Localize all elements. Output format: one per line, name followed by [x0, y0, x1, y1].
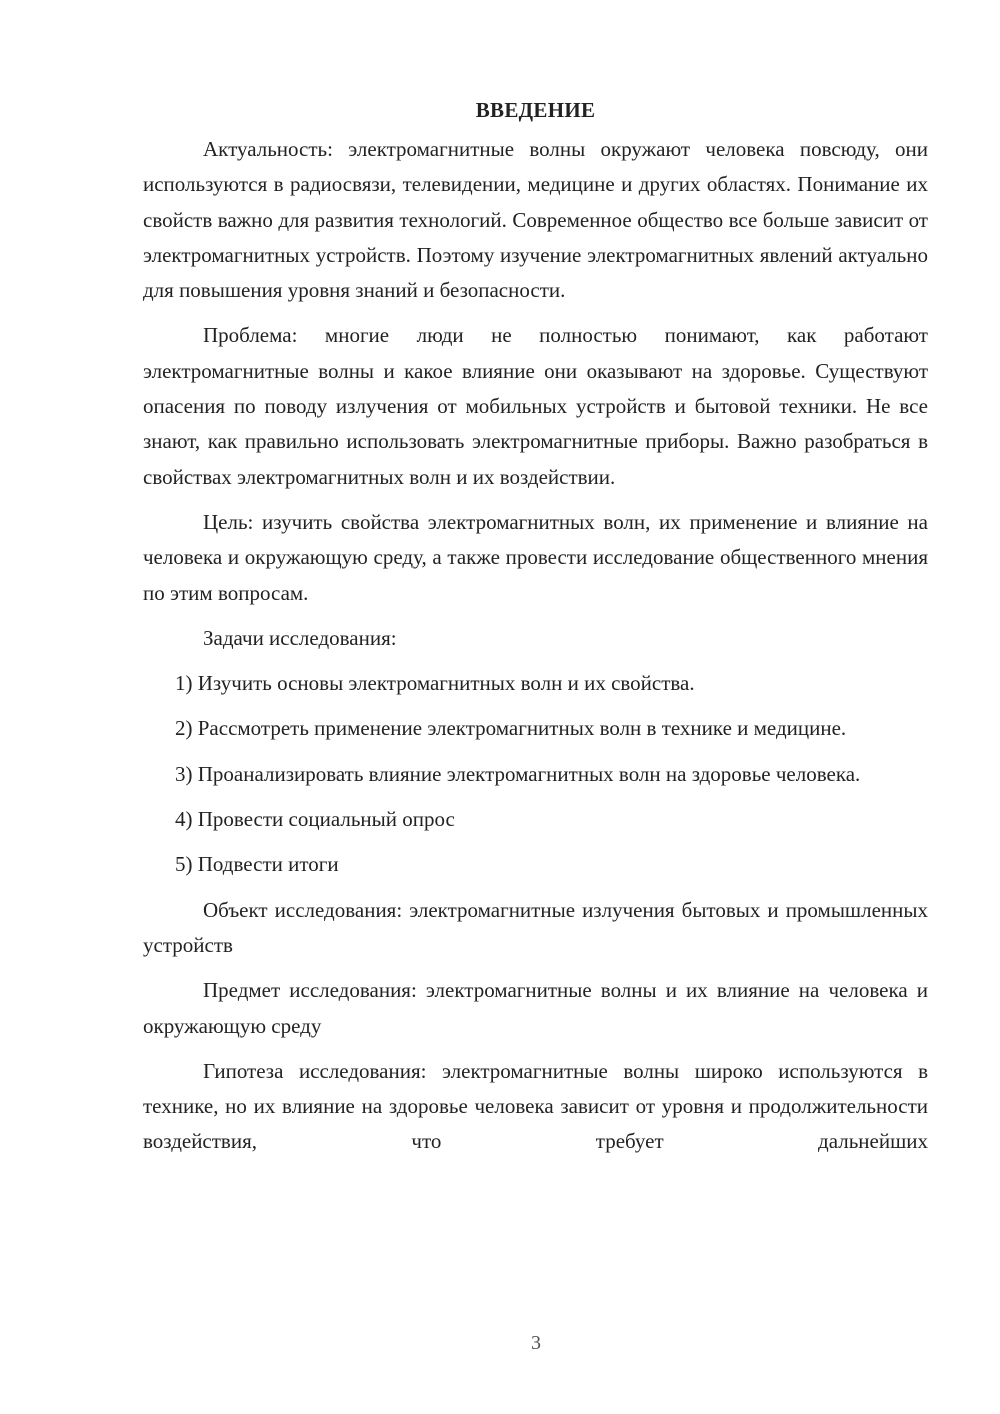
paragraph-relevance: Актуальность: электромагнитные волны окружают человека повсюду, они используются в радиосвязи, телевидении, медицине и других областях. Понимание их свойств важно для развития технологий. Современное общество все больше зависит от электромагнитных устройств. Поэтому изучение электромагнитных явлений актуально для повышения уровня знаний и безопасности. — [143, 137, 928, 303]
paragraph-object: Объект исследования: электромагнитные излучения бытовых и промышленных устройств — [143, 897, 928, 957]
paragraph-goal: Цель: изучить свойства электромагнитных волн, их применение и влияние на человека и окружающую среду, а также провести исследование общественного мнения по этим вопросам. — [143, 509, 928, 605]
section-heading: ВВЕДЕНИЕ — [475, 98, 596, 122]
task-item-1: 1) Изучить основы электромагнитных волн и их свойства. — [175, 671, 695, 696]
paragraph-problem: Проблема: многие люди не полностью понимают, как работают электромагнитные волны и какое влияние они оказывают на здоровье. Существуют опасения по поводу излучения от мобильных устройств и бытовой техники. Не все знают, как правильно использовать электромагнитные приборы. Важно разобраться в свойствах электромагнитных волн и их воздействии. — [143, 323, 928, 489]
paragraph-subject: Предмет исследования: электромагнитные волны и их влияние на человека и окружающую среду — [143, 978, 928, 1038]
task-item-4: 4) Провести социальный опрос — [175, 807, 455, 832]
task-item-3: 3) Проанализировать влияние электромагнитных волн на здоровье человека. — [175, 761, 861, 786]
page-content — [143, 92, 928, 1160]
task-item-5: 5) Подвести итоги — [175, 852, 339, 877]
task-item-2: 2) Рассмотреть применение электромагнитных волн в технике и медицине. — [175, 716, 847, 741]
page-number: 3 — [531, 1332, 541, 1354]
paragraph-hypothesis: Гипотеза исследования: электромагнитные волны широко используются в технике, но их влияние на здоровье человека зависит от уровня и продолжительности воздействия, что требует дальнейших — [143, 1058, 928, 1154]
tasks-heading: Задачи исследования: — [203, 625, 397, 650]
